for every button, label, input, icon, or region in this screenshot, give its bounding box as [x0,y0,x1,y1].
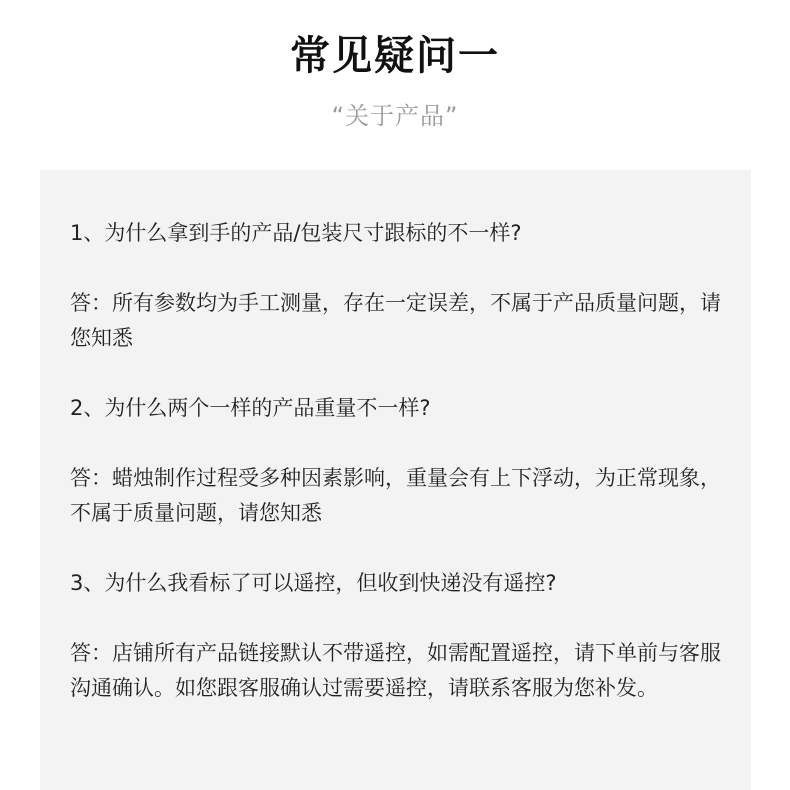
page-subtitle: “关于产品” [331,102,459,130]
faq-question-3: 3、为什么我看标了可以遥控，但收到快递没有遥控? [70,571,557,595]
faq-item-3 [70,566,730,706]
faq-question-1: 1、为什么拿到手的产品/包装尺寸跟标的不一样? [70,221,522,245]
faq-answer-1: 答：所有参数均为手工测量，存在一定误差，不属于产品质量问题，请您知悉 [70,291,721,350]
faq-answer-3: 答：店铺所有产品链接默认不带遥控，如需配置遥控，请下单前与客服沟通确认。如您跟客服确认过需要遥控，请联系客服为您补发。 [70,641,721,700]
faq-question-2: 2、为什么两个一样的产品重量不一样? [70,396,431,420]
faq-list [70,216,730,706]
faq-item-1 [70,216,730,356]
faq-answer-2: 答：蜡烛制作过程受多种因素影响，重量会有上下浮动，为正常现象，不属于质量问题，请您知悉 [70,466,721,525]
faq-item-2 [70,391,730,531]
faq-panel [40,170,751,790]
page-title: 常见疑问一 [290,33,500,79]
